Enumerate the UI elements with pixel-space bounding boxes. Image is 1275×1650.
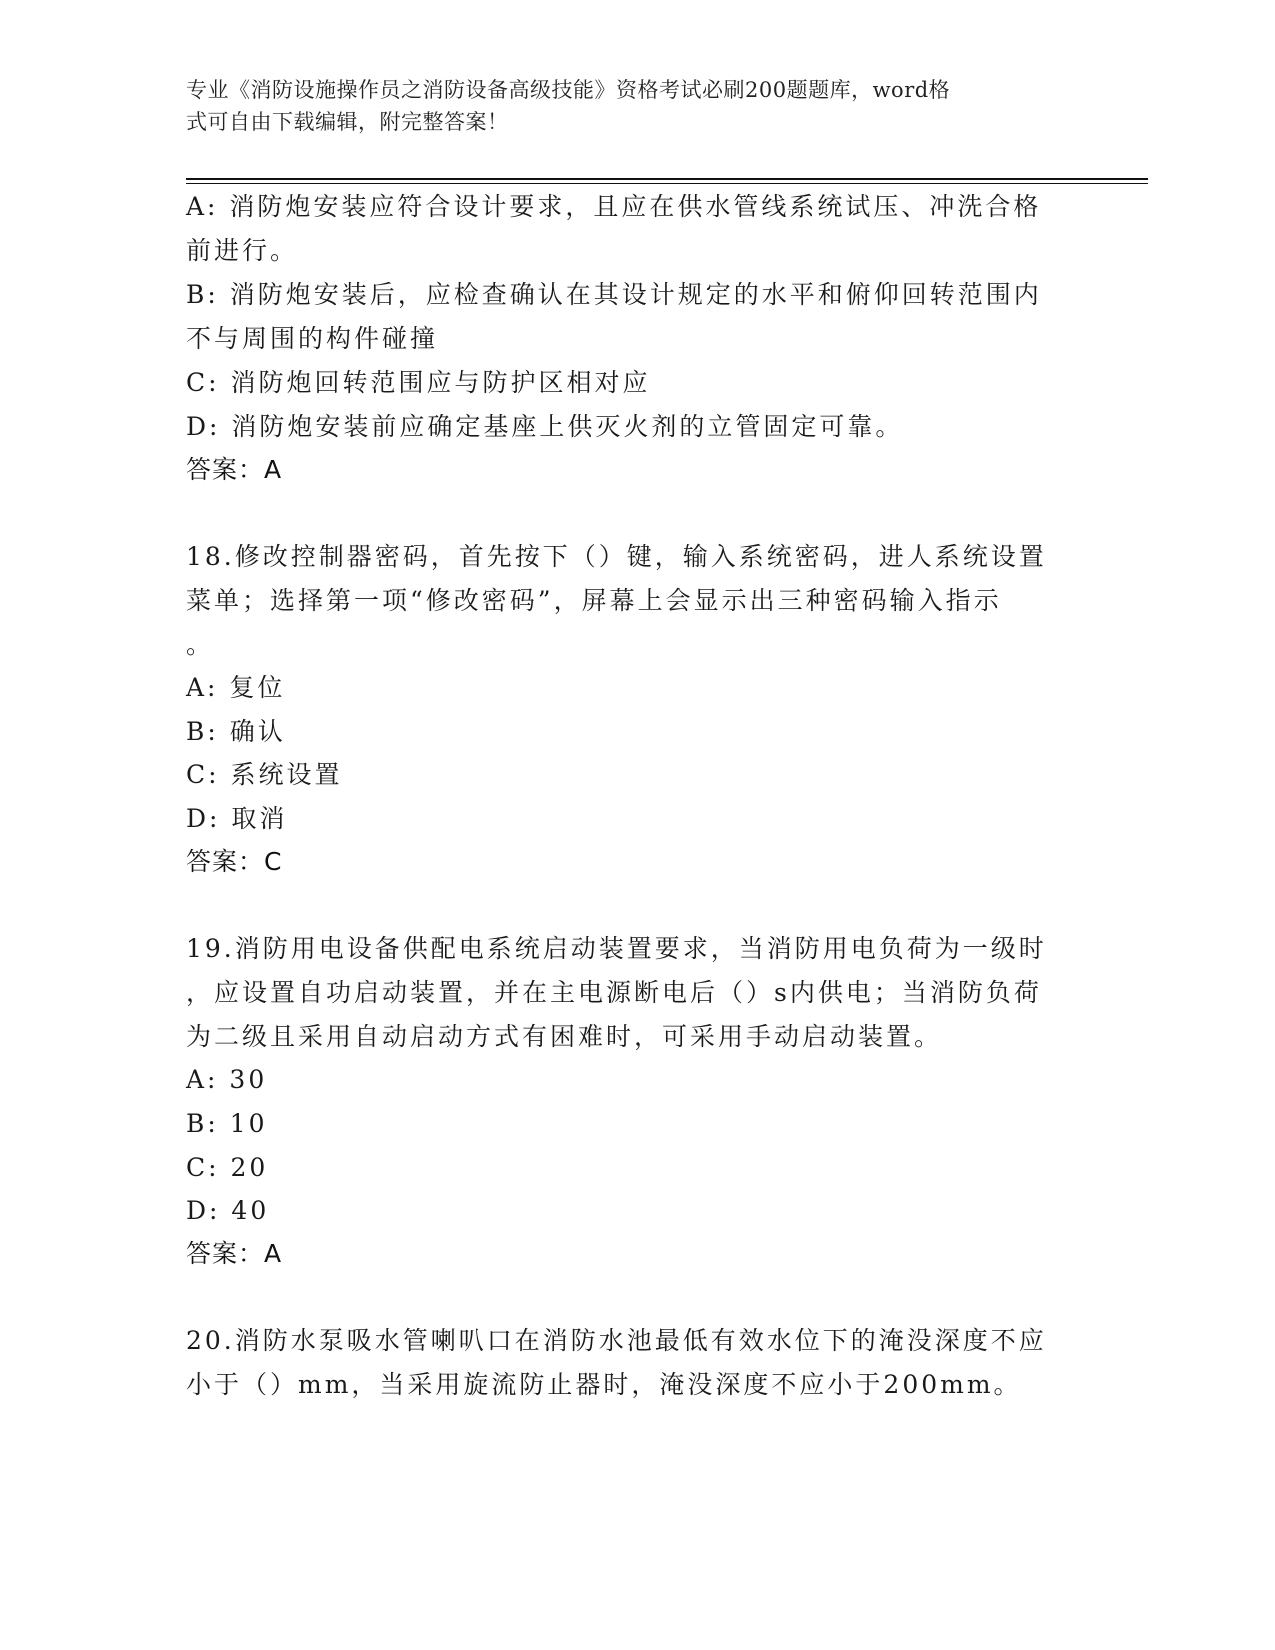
q19-answer: 答案：A	[186, 1239, 283, 1268]
q17-option-a-line-1: A: 消防炮安装应符合设计要求，且应在供水管线系统试压、冲洗合格	[186, 192, 1042, 221]
q19-stem-line-3: 为二级且采用自动启动方式有困难时，可采用手动启动装置。	[186, 1022, 943, 1051]
q19-option-b: B: 10	[186, 1109, 268, 1138]
header-line-1: 专业《消防设施操作员之消防设备高级技能》资格考试必刷200题题库，word格	[186, 78, 951, 102]
q18-option-d: D: 取消	[186, 804, 288, 833]
q19-option-a: A: 30	[186, 1065, 268, 1094]
q17-option-d: D: 消防炮安装前应确定基座上供灭火剂的立管固定可靠。	[186, 412, 904, 441]
q20-stem-line-1: 20.消防水泵吸水管喇叭口在消防水池最低有效水位下的淹没深度不应	[186, 1326, 1047, 1355]
q18-option-c: C: 系统设置	[186, 760, 343, 789]
q17-option-b-line-1: B: 消防炮安装后，应检查确认在其设计规定的水平和俯仰回转范围内	[186, 280, 1042, 309]
q18-option-a: A: 复位	[186, 673, 286, 702]
q18-option-b: B: 确认	[186, 717, 286, 746]
q19-option-c: C: 20	[186, 1153, 269, 1182]
q17-answer: 答案：A	[186, 455, 283, 484]
q18-stem-line-1: 18.修改控制器密码，首先按下（）键，输入系统密码，进人系统设置	[186, 542, 1047, 571]
q19-stem-line-1: 19.消防用电设备供配电系统启动装置要求，当消防用电负荷为一级时	[186, 934, 1047, 963]
header-divider-thin	[186, 183, 1148, 184]
q17-option-b-line-2: 不与周围的构件碰撞	[186, 324, 439, 353]
q18-answer: 答案：C	[186, 847, 283, 876]
header-divider-thick	[186, 178, 1148, 180]
q17-option-c: C: 消防炮回转范围应与防护区相对应	[186, 368, 651, 397]
document-header	[186, 74, 1066, 138]
q17-option-a-line-2: 前进行。	[186, 236, 299, 265]
q19-option-d: D: 40	[186, 1196, 270, 1225]
q19-stem-line-2: ，应设置自功启动装置，并在主电源断电后（）s内供电；当消防负荷	[186, 978, 1042, 1007]
q20-stem-line-2: 小于（）mm，当采用旋流防止器时，淹没深度不应小于200mm。	[186, 1370, 1022, 1399]
header-line-2: 式可自由下载编辑，附完整答案！	[186, 110, 509, 134]
q18-stem-line-2: 菜单；选择第一项“修改密码”，屏幕上会显示出三种密码输入指示	[186, 586, 1002, 615]
q18-stem-line-3: 。	[186, 630, 215, 659]
